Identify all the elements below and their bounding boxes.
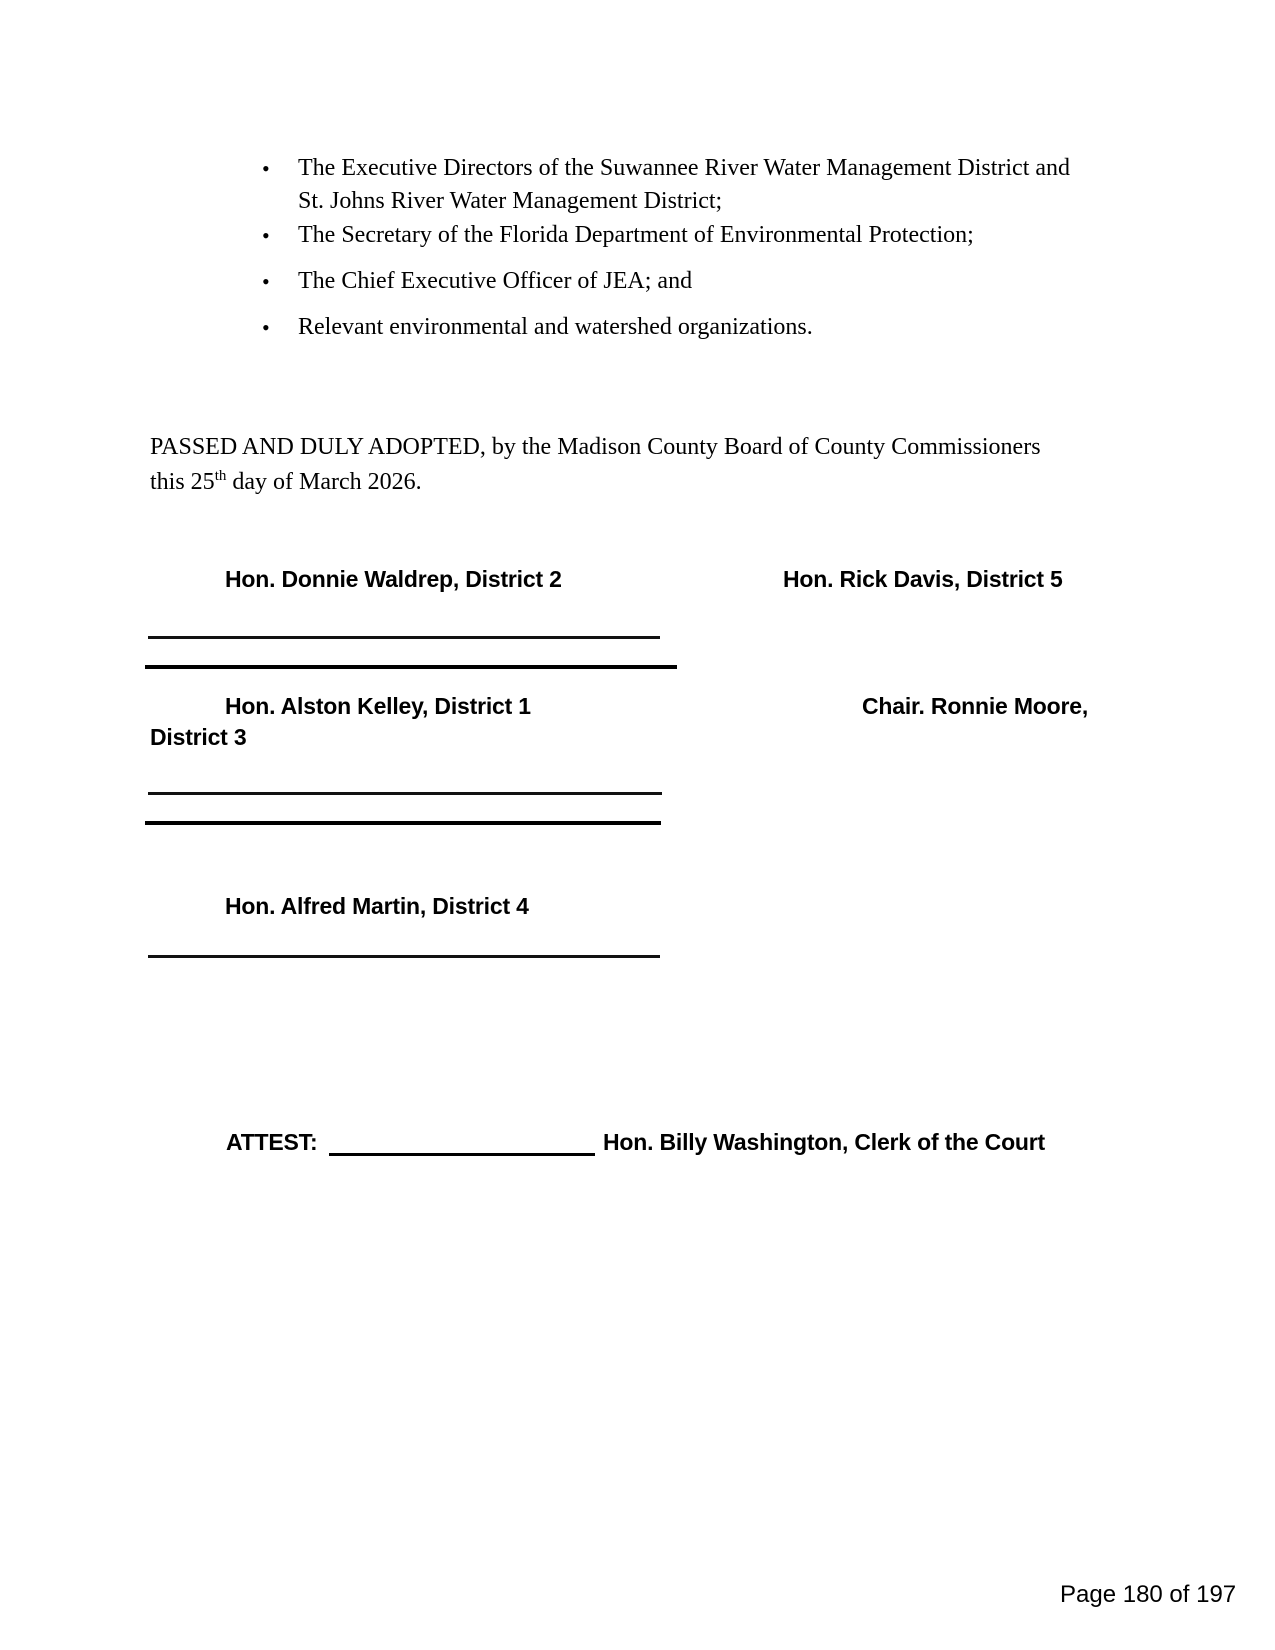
bullet-icon: • [262,269,270,294]
bullet-text-line: The Chief Executive Officer of JEA; and [298,268,693,294]
superscript-th: th [214,468,227,484]
bullet-item [262,311,813,344]
attest-signature-blank [329,1153,595,1156]
signature-line [148,636,660,639]
signer-name-kelley: Hon. Alston Kelley, District 1 [225,693,531,719]
signature-line [148,792,662,795]
signer-name-moore: Chair. Ronnie Moore, [862,693,1089,719]
bullet-icon: • [262,156,270,181]
bullet-item [262,219,974,252]
attest-clerk-name: Hon. Billy Washington, Clerk of the Court [603,1129,1045,1155]
bullet-item [262,265,692,298]
bullet-text-line: The Secretary of the Florida Department of Environmental Protection; [298,222,974,248]
signer-name-moore-district-wrap: District 3 [150,724,247,750]
adoption-paragraph [150,430,1041,503]
signature-line [145,821,661,825]
bullet-text-line: Relevant environmental and watershed organizations. [298,314,813,340]
signer-name-davis: Hon. Rick Davis, District 5 [783,566,1063,592]
page-number: Page 180 of 197 [1060,1581,1237,1608]
signer-name-martin: Hon. Alfred Martin, District 4 [225,893,529,919]
bullet-icon: • [262,315,270,340]
attest-label: ATTEST: [226,1129,318,1155]
bullet-text-line: St. Johns River Water Management District; [298,188,723,214]
adoption-line-1: PASSED AND DULY ADOPTED, by the Madison County Board of County Commissioners [150,434,1041,460]
bullet-item [262,152,1070,218]
bullet-text [298,152,1070,218]
adoption-line-2: this 25th day of March 2026. [150,468,422,495]
bullet-text-line: The Executive Directors of the Suwannee River Water Management District and [298,155,1071,181]
signature-line [148,955,660,958]
signature-line [145,665,677,669]
signer-name-waldrep: Hon. Donnie Waldrep, District 2 [225,566,562,592]
bullet-icon: • [262,223,270,248]
